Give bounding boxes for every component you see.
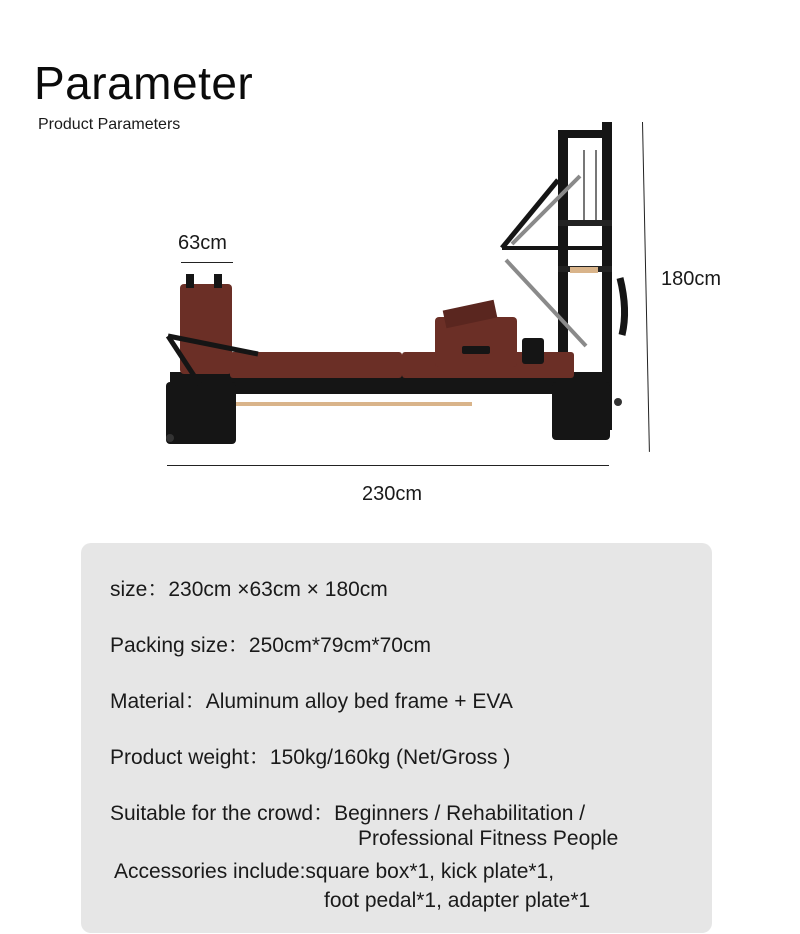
- bed-frame: [166, 372, 622, 444]
- param-value: Aluminum alloy bed frame + EVA: [205, 690, 513, 713]
- square-box: [435, 300, 544, 367]
- param-value: Professional Fitness People: [358, 827, 619, 850]
- param-material: [110, 685, 513, 715]
- length-dimension-label: 230cm: [362, 483, 423, 505]
- page-title: Parameter: [34, 57, 254, 109]
- param-packing-size: [110, 629, 431, 659]
- param-size: [110, 573, 388, 603]
- pilates-reformer-image: [140, 120, 650, 460]
- param-value: 230cm ×63cm × 180cm: [168, 578, 388, 601]
- param-suitable-crowd-continued: [358, 827, 618, 851]
- param-accessories-continued: [324, 889, 590, 913]
- page-subtitle: Product Parameters: [38, 116, 181, 133]
- width-dimension-label: 63cm: [178, 232, 227, 254]
- param-suitable-crowd: [110, 797, 585, 827]
- param-value: foot pedal*1, adapter plate*1: [324, 889, 591, 912]
- param-accessories: [114, 860, 554, 884]
- height-dimension-label: 180cm: [661, 268, 722, 290]
- param-value: 250cm*79cm*70cm: [248, 634, 431, 657]
- param-label: Accessories include:: [114, 860, 306, 883]
- param-value: Beginners / Rehabilitation /: [334, 802, 586, 825]
- param-product-weight: [110, 741, 510, 771]
- param-label: Suitable for the crowd：: [110, 802, 335, 825]
- param-label: Product weight：: [110, 746, 270, 769]
- param-label: size：: [110, 578, 169, 601]
- param-value: 150kg/160kg (Net/Gross ): [269, 746, 511, 769]
- param-label: Packing size：: [110, 634, 249, 657]
- param-value: square box*1, kick plate*1,: [305, 860, 555, 883]
- parameters-panel: [81, 543, 712, 933]
- width-dimension-line: [181, 262, 233, 263]
- length-dimension-line: [167, 465, 609, 466]
- param-label: Material：: [110, 690, 206, 713]
